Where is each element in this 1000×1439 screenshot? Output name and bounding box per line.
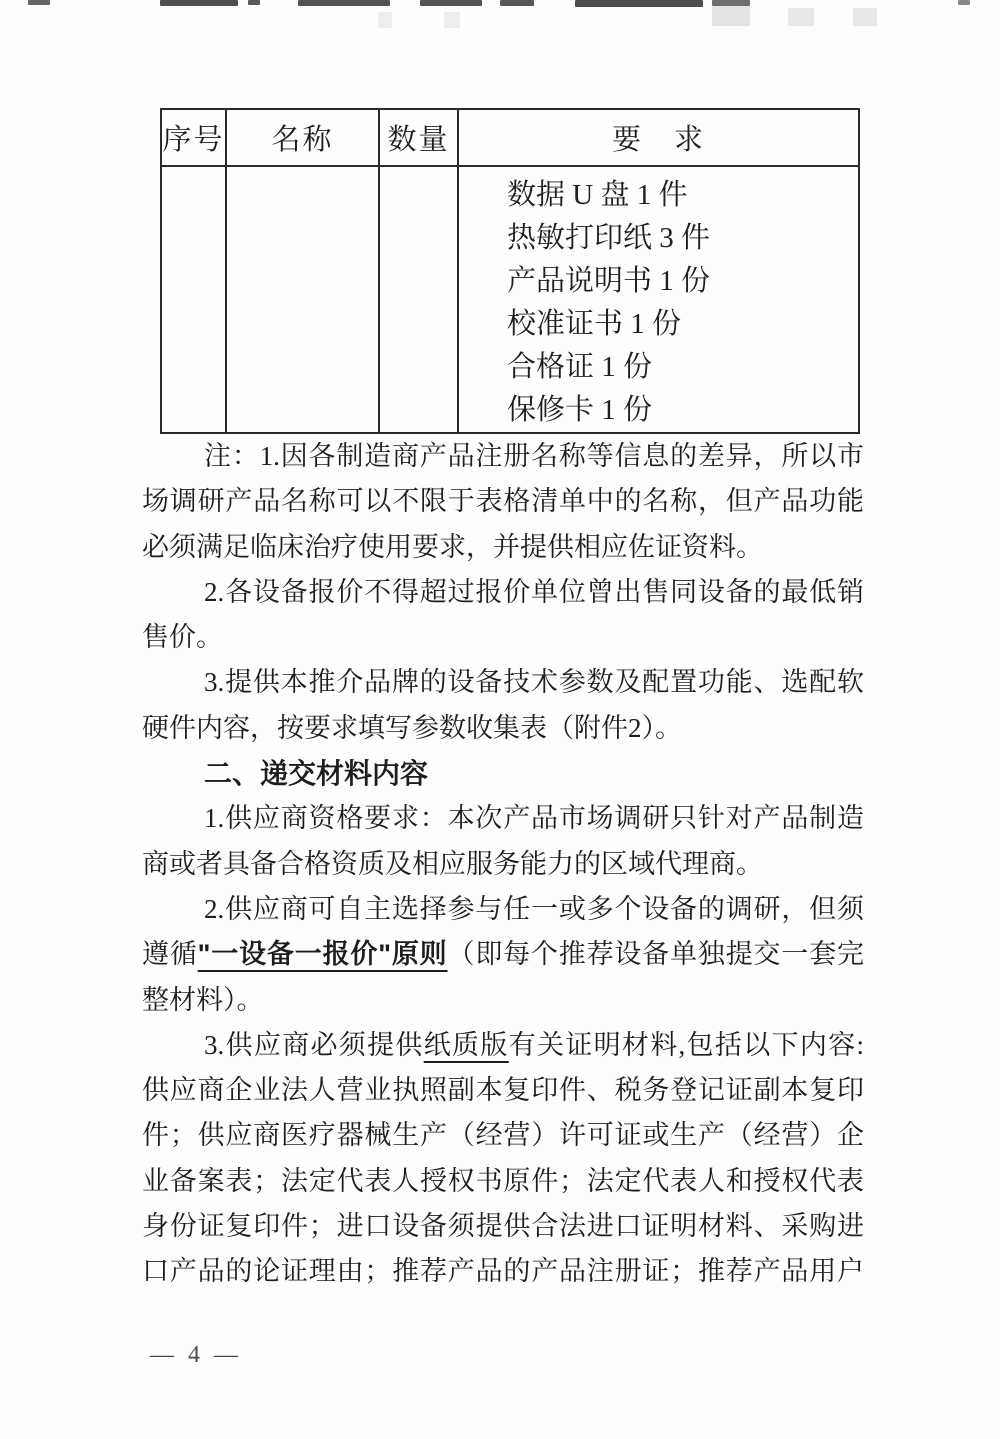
cell-name xyxy=(226,166,379,433)
text-line xyxy=(142,932,864,977)
text-line xyxy=(142,1159,864,1204)
requirement-line: 合格证 1 份 xyxy=(507,351,653,383)
scan-artifact xyxy=(958,0,970,5)
scan-artifact xyxy=(575,0,703,7)
text-segment: 有关证明材料,包括以下内容: xyxy=(508,1029,864,1060)
cell-qty xyxy=(379,166,458,433)
scan-artifact xyxy=(248,0,260,5)
text-line xyxy=(142,660,864,705)
text-segment: 2.各设备报价不得超过报价单位曾出售同设备的最低销 xyxy=(204,576,864,607)
text-line xyxy=(142,479,864,524)
scan-artifact xyxy=(420,0,482,6)
requirement-line: 数据 U 盘 1 件 xyxy=(507,179,688,211)
text-segment: 1.供应商资格要求：本次产品市场调研只针对产品制造 xyxy=(204,803,864,834)
text-line xyxy=(142,1023,864,1068)
scan-artifact xyxy=(378,12,392,28)
scan-artifact xyxy=(853,8,877,26)
table-header-row xyxy=(161,109,859,166)
text-segment: 必须满足临床治疗使用要求，并提供相应佐证资料。 xyxy=(142,531,763,562)
scan-artifact xyxy=(500,0,534,6)
requirements-list xyxy=(459,167,858,432)
col-header-requirements: 要 求 xyxy=(458,109,859,166)
cell-requirements xyxy=(458,166,859,433)
scan-artifact xyxy=(788,8,814,26)
text-segment: 遵循 xyxy=(142,939,198,970)
text-segment: 整材料）。 xyxy=(142,984,264,1015)
text-segment: 3.供应商必须提供 xyxy=(204,1029,424,1060)
section-heading xyxy=(142,751,864,796)
text-segment: 2.供应商可自主选择参与任一或多个设备的调研，但须 xyxy=(204,893,864,924)
text-segment: 场调研产品名称可以不限于表格清单中的名称，但产品功能 xyxy=(142,486,864,517)
text-line xyxy=(142,887,864,932)
scan-artifact xyxy=(712,6,750,26)
text-line xyxy=(142,842,864,887)
emphasized-text-segment: 纸质版 xyxy=(423,1029,509,1060)
requirement-line: 热敏打印纸 3 件 xyxy=(507,222,711,254)
text-segment: 口产品的论证理由；推荐产品的产品注册证；推荐产品用户 xyxy=(142,1256,864,1287)
text-segment: 硬件内容，按要求填写参数收集表（附件2）。 xyxy=(142,712,682,743)
text-line xyxy=(142,525,864,570)
spec-table xyxy=(160,108,860,434)
text-segment: 3.提供本推介品牌的设备技术参数及配置功能、选配软 xyxy=(204,667,864,698)
text-segment: 售价。 xyxy=(142,622,223,653)
cell-seq xyxy=(161,166,226,433)
text-segment: 供应商企业法人营业执照副本复印件、税务登记证副本复印 xyxy=(142,1075,864,1106)
emphasized-text-segment: 二、递交材料内容 xyxy=(204,758,429,790)
page-number: — 4 — xyxy=(150,1342,242,1368)
scan-artifact xyxy=(298,0,390,6)
scan-artifact xyxy=(444,12,460,28)
requirement-line: 保修卡 1 份 xyxy=(507,394,653,426)
requirement-line: 校准证书 1 份 xyxy=(507,308,682,340)
col-header-qty: 数量 xyxy=(379,109,458,166)
text-segment: 件；供应商医疗器械生产（经营）许可证或生产（经营）企 xyxy=(142,1120,864,1151)
text-segment: 注：1.因各制造商产品注册名称等信息的差异，所以市 xyxy=(204,441,864,471)
text-line xyxy=(142,1249,864,1294)
col-header-seq: 序号 xyxy=(161,109,226,166)
text-line xyxy=(142,978,864,1023)
table-row xyxy=(161,166,859,433)
scan-artifact xyxy=(28,0,50,5)
text-line xyxy=(142,570,864,615)
text-segment: （即每个推荐设备单独提交一套完 xyxy=(447,939,865,970)
text-line xyxy=(142,615,864,660)
text-segment: 商或者具备合格资质及相应服务能力的区域代理商。 xyxy=(142,848,763,879)
scan-artifact xyxy=(160,0,238,6)
emphasized-text-segment: "一设备一报价"原则 xyxy=(197,939,448,970)
text-line xyxy=(142,796,864,841)
text-segment: 身份证复印件；进口设备须提供合法进口证明材料、采购进 xyxy=(142,1211,864,1242)
requirement-line: 产品说明书 1 份 xyxy=(507,265,711,297)
text-line xyxy=(142,706,864,751)
document-body xyxy=(142,434,864,1295)
text-line xyxy=(142,1204,864,1249)
text-line xyxy=(142,1113,864,1158)
text-line xyxy=(142,1068,864,1113)
col-header-name: 名称 xyxy=(226,109,379,166)
text-segment: 业备案表；法定代表人授权书原件；法定代表人和授权代表 xyxy=(142,1165,864,1196)
text-line xyxy=(142,434,864,479)
